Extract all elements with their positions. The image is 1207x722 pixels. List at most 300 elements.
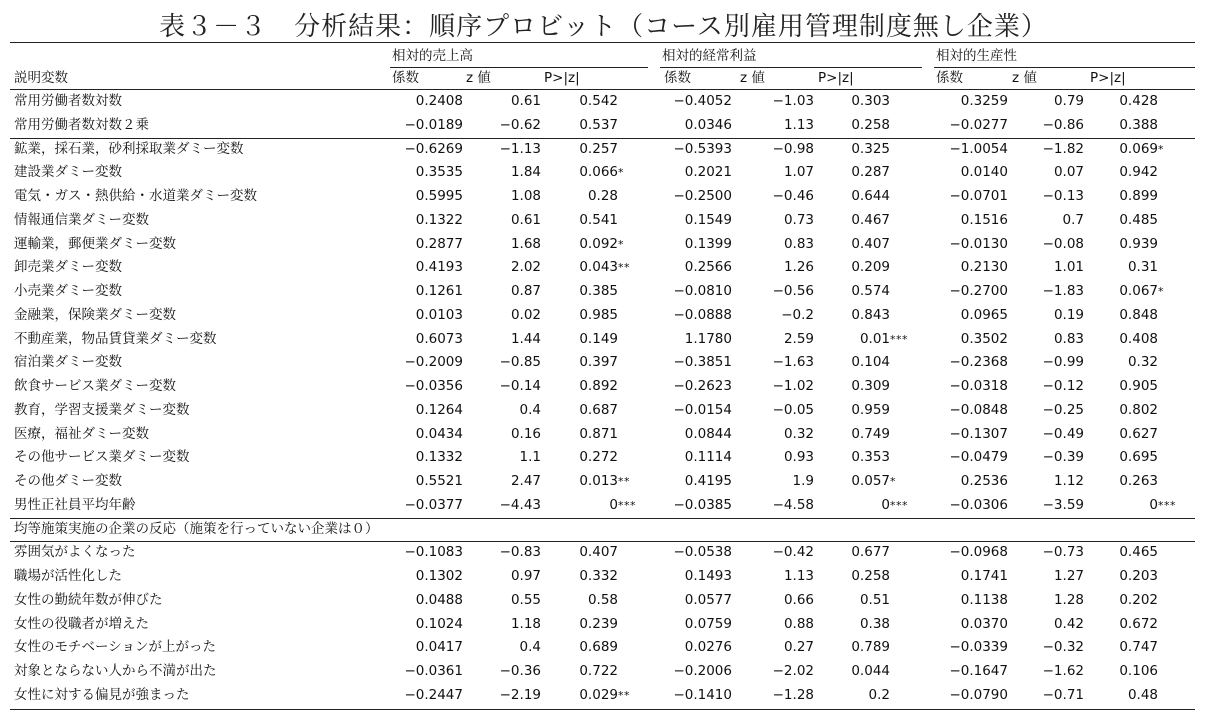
p-profit-cell: 0.789 [851, 639, 890, 656]
coef-sales-cell: −0.0377 [404, 496, 463, 513]
sig-sales-cell [618, 138, 658, 161]
sig-profit-cell [890, 138, 930, 161]
table-row [10, 660, 1195, 683]
row-label: 建設業ダミー変数 [14, 164, 122, 181]
sig-profit-cell: * [890, 475, 896, 488]
sig-productivity-cell [1158, 185, 1198, 208]
coef-productivity-cell: −0.0848 [949, 401, 1008, 418]
z-profit-cell: 0.93 [783, 449, 814, 466]
subheader-p-productivity: P>|z| [1090, 70, 1126, 86]
subheader-z-sales: z 値 [466, 70, 491, 86]
p-profit-cell: 0.325 [851, 140, 890, 157]
sig-productivity-cell [1158, 233, 1198, 256]
z-productivity-cell: 1.28 [1053, 591, 1084, 608]
coef-sales-cell: 0.5521 [415, 473, 463, 489]
p-productivity-cell: 0.942 [1119, 164, 1158, 181]
coef-productivity-cell: −0.0130 [949, 235, 1008, 252]
p-sales-cell: 0.272 [579, 449, 618, 466]
z-productivity-cell: −0.32 [1042, 639, 1084, 656]
p-productivity-cell: 0.802 [1119, 401, 1158, 418]
coef-sales-cell: −0.0361 [404, 663, 463, 679]
sig-profit-cell [890, 233, 930, 256]
coef-sales-cell: 0.2877 [415, 235, 463, 252]
sig-productivity-cell [1158, 90, 1198, 113]
sig-productivity-cell [1158, 660, 1198, 683]
z-profit-cell [742, 518, 814, 541]
coef-profit-cell: 0.1549 [684, 211, 732, 228]
z-sales-cell: 0.02 [510, 306, 541, 323]
z-sales-cell: 1.18 [510, 615, 541, 632]
p-sales-cell: 0.892 [579, 378, 618, 394]
p-productivity-cell: 0.939 [1119, 235, 1158, 252]
coef-productivity-cell: 0.3502 [960, 330, 1008, 347]
p-sales-cell: 0.542 [579, 93, 618, 109]
z-profit-cell: −0.56 [772, 283, 814, 299]
p-sales-cell: 0.385 [579, 283, 618, 299]
p-sales-cell: 0.28 [587, 188, 618, 204]
p-productivity-cell: 0.263 [1119, 473, 1158, 489]
z-sales-cell: −0.36 [499, 663, 541, 679]
row-label: 医療，福祉ダミー変数 [14, 425, 149, 442]
coef-productivity-cell: −0.1647 [949, 663, 1008, 679]
z-profit-cell: −1.02 [772, 378, 814, 394]
coef-profit-cell: 0.0346 [684, 116, 732, 133]
sig-profit-cell [890, 256, 930, 279]
z-sales-cell: 0.61 [510, 211, 541, 228]
z-profit-cell: −4.58 [772, 496, 814, 513]
p-profit-cell: 0.044 [851, 663, 890, 679]
p-productivity-cell: 0.31 [1127, 259, 1158, 276]
z-sales-cell [470, 518, 541, 541]
z-sales-cell: 2.47 [510, 473, 541, 489]
sig-profit-cell [890, 351, 930, 374]
coef-productivity-cell: 0.3259 [960, 93, 1008, 109]
sig-sales-cell: ** [618, 261, 630, 275]
coef-profit-cell: 0.0759 [684, 615, 732, 632]
sig-profit-cell [890, 565, 930, 588]
table-row [10, 399, 1195, 422]
sig-profit-cell [890, 660, 930, 683]
z-productivity-cell: −0.71 [1042, 686, 1084, 703]
table-row [10, 613, 1195, 636]
p-profit-cell: 0.258 [851, 116, 890, 133]
z-productivity-cell: −0.73 [1042, 544, 1084, 561]
p-profit-cell: 0.2 [868, 686, 890, 703]
p-profit-cell: 0.959 [851, 401, 890, 418]
table-row [10, 446, 1195, 469]
subheader-p-profit: P>|z| [818, 70, 854, 86]
sig-sales-cell [618, 613, 658, 636]
table-top-rule [10, 42, 1195, 43]
p-sales-cell: 0.871 [579, 425, 618, 442]
table-row [10, 351, 1195, 374]
z-profit-cell: −0.2 [781, 306, 814, 323]
page-title: 表３－３ 分析結果：順序プロビット（コース別雇用管理制度無し企業） [159, 12, 1048, 42]
coef-profit-cell: 0.1493 [684, 568, 732, 584]
z-sales-cell: 0.4 [519, 401, 541, 418]
table-row [10, 209, 1195, 232]
p-productivity-cell: 0.465 [1119, 544, 1158, 561]
table-row [10, 328, 1195, 351]
p-productivity-cell: 0.905 [1119, 378, 1158, 394]
z-profit-cell: −1.28 [772, 686, 814, 703]
row-label: 対象とならない人から不満が出た [14, 663, 217, 679]
p-sales-cell: 0 [609, 496, 618, 513]
p-productivity-cell: 0 [1149, 496, 1158, 513]
p-profit-cell: 0.309 [851, 378, 890, 394]
coef-productivity-cell: −0.0306 [949, 496, 1008, 513]
sig-profit-cell [890, 541, 930, 564]
row-label-header: 説明変数 [14, 70, 68, 86]
z-sales-cell: 0.55 [510, 591, 541, 608]
z-productivity-cell [1014, 518, 1084, 541]
coef-profit-cell: 0.1114 [684, 449, 732, 466]
z-productivity-cell: −0.12 [1042, 378, 1084, 394]
coef-productivity-cell: −0.0701 [949, 188, 1008, 204]
p-productivity-cell: 0.695 [1119, 449, 1158, 466]
subheader-coef-sales: 係数 [392, 70, 419, 86]
z-sales-cell: −1.13 [499, 140, 541, 157]
coef-sales-cell: −0.2009 [404, 354, 463, 371]
coef-profit-cell: −0.0888 [673, 306, 732, 323]
table-row [10, 565, 1195, 588]
subheader-p-sales: P>|z| [544, 70, 580, 86]
sig-sales-cell [618, 446, 658, 469]
p-sales-cell: 0.092 [579, 235, 618, 252]
z-sales-cell: −4.43 [499, 496, 541, 513]
row-label: 教育，学習支援業ダミー変数 [14, 401, 190, 418]
z-profit-cell: −0.05 [772, 401, 814, 418]
z-profit-cell: 0.73 [783, 211, 814, 228]
sig-sales-cell [618, 660, 658, 683]
table-row [10, 494, 1195, 517]
coef-productivity-cell: −0.0318 [949, 378, 1008, 394]
z-profit-cell: −1.03 [772, 93, 814, 109]
coef-profit-cell: −0.5393 [673, 140, 732, 157]
sig-sales-cell [618, 518, 658, 541]
coef-sales-cell: 0.1302 [415, 568, 463, 584]
p-sales-cell: 0.689 [579, 639, 618, 656]
coef-sales-cell: 0.1264 [415, 401, 463, 418]
p-productivity-cell: 0.48 [1127, 686, 1158, 703]
coef-profit-cell: 0.2566 [684, 259, 732, 276]
group-underline-sales [390, 67, 648, 68]
z-sales-cell: −0.85 [499, 354, 541, 371]
sig-profit-cell [890, 636, 930, 659]
z-productivity-cell: 0.7 [1062, 211, 1084, 228]
group-underline-productivity [934, 67, 1195, 68]
p-productivity-cell: 0.067 [1119, 283, 1158, 299]
p-productivity-cell: 0.408 [1119, 330, 1158, 347]
z-productivity-cell: 0.79 [1053, 93, 1084, 109]
z-profit-cell: 1.07 [783, 164, 814, 181]
coef-sales-cell: 0.1024 [415, 615, 463, 632]
coef-sales-cell: 0.3535 [415, 164, 463, 181]
coef-productivity-cell: −0.0339 [949, 639, 1008, 656]
coef-productivity-cell: 0.2130 [960, 259, 1008, 276]
p-profit-cell: 0.677 [851, 544, 890, 561]
coef-productivity-cell: 0.1516 [960, 211, 1008, 228]
sig-productivity-cell [1158, 256, 1198, 279]
sig-productivity-cell [1158, 684, 1198, 707]
sig-profit-cell [890, 446, 930, 469]
coef-sales-cell: −0.2447 [404, 686, 463, 703]
subheader-coef-productivity: 係数 [936, 70, 963, 86]
row-label: 金融業，保険業ダミー変数 [14, 306, 176, 323]
row-label: 均等施策実施の企業の反応（施策を行っていない企業は０） [14, 520, 379, 537]
z-productivity-cell: 0.07 [1053, 164, 1084, 181]
coef-sales-cell: 0.2408 [415, 93, 463, 109]
group-underline-profit [660, 67, 922, 68]
z-sales-cell: 1.84 [510, 164, 541, 181]
coef-sales-cell: 0.0488 [415, 591, 463, 608]
row-label: その他サービス業ダミー変数 [14, 449, 190, 466]
coef-sales-cell: 0.1261 [415, 283, 463, 299]
sig-sales-cell [618, 304, 658, 327]
coef-profit-cell: 0.2021 [684, 164, 732, 181]
sig-productivity-cell: *** [1158, 498, 1176, 512]
coef-productivity-cell: −0.0968 [949, 544, 1008, 561]
p-profit-cell: 0.01 [859, 330, 890, 347]
table-row [10, 589, 1195, 612]
sig-sales-cell [618, 209, 658, 232]
p-sales-cell: 0.029 [579, 686, 618, 703]
sig-productivity-cell [1158, 375, 1198, 398]
sig-profit-cell [890, 114, 930, 137]
z-profit-cell: 1.9 [792, 473, 814, 489]
coef-sales-cell: 0.1322 [415, 211, 463, 228]
coef-productivity-cell: 0.0140 [960, 164, 1008, 181]
p-profit-cell: 0.258 [851, 568, 890, 584]
z-sales-cell: −0.83 [499, 544, 541, 561]
coef-productivity-cell: −0.0277 [949, 116, 1008, 133]
table-row [10, 684, 1195, 707]
p-productivity-cell: 0.203 [1119, 568, 1158, 584]
row-label: 電気・ガス・熱供給・水道業ダミー変数 [14, 188, 257, 204]
sig-productivity-cell [1158, 161, 1198, 184]
sig-sales-cell [618, 351, 658, 374]
sig-productivity-cell [1158, 636, 1198, 659]
p-productivity-cell [1092, 518, 1158, 541]
sig-productivity-cell [1158, 328, 1198, 351]
coef-profit-cell: 0.0844 [684, 425, 732, 442]
coef-sales-cell: −0.1083 [404, 544, 463, 561]
z-profit-cell: 0.83 [783, 235, 814, 252]
z-sales-cell: 0.4 [519, 639, 541, 656]
sig-productivity-cell [1158, 565, 1198, 588]
coef-productivity-cell: −0.2368 [949, 354, 1008, 371]
z-sales-cell: 0.87 [510, 283, 541, 299]
z-sales-cell: 0.16 [510, 425, 541, 442]
z-profit-cell: 1.13 [783, 568, 814, 584]
z-sales-cell: −0.14 [499, 378, 541, 394]
sig-productivity-cell [1158, 304, 1198, 327]
p-profit-cell: 0.749 [851, 425, 890, 442]
row-label: 常用労働者数対数２乗 [14, 116, 149, 133]
z-sales-cell: 1.08 [510, 188, 541, 204]
sig-profit-cell [890, 375, 930, 398]
coef-sales-cell: −0.0356 [404, 378, 463, 394]
p-sales-cell: 0.013 [579, 473, 618, 489]
sig-productivity-cell: * [1158, 285, 1164, 298]
coef-productivity-cell: 0.2536 [960, 473, 1008, 489]
table-bottom-rule [10, 709, 1195, 710]
table-row [10, 161, 1195, 184]
p-profit-cell: 0.209 [851, 259, 890, 276]
z-productivity-cell: −3.59 [1042, 496, 1084, 513]
group-header-productivity: 相対的生産性 [936, 48, 1017, 64]
coef-profit-cell: −0.1410 [673, 686, 732, 703]
z-productivity-cell: −0.39 [1042, 449, 1084, 466]
row-label: 女性の勤続年数が伸びた [14, 591, 163, 608]
sig-profit-cell [890, 684, 930, 707]
z-profit-cell: −1.63 [772, 354, 814, 371]
sig-sales-cell [618, 185, 658, 208]
z-profit-cell: 1.26 [783, 259, 814, 276]
p-sales-cell: 0.985 [579, 306, 618, 323]
table-row [10, 256, 1195, 279]
p-sales-cell: 0.722 [579, 663, 618, 679]
sig-profit-cell: *** [890, 332, 908, 346]
table-row [10, 233, 1195, 256]
coef-profit-cell: 0.0577 [684, 591, 732, 608]
z-profit-cell: 1.13 [783, 116, 814, 133]
coef-productivity-cell: −0.1307 [949, 425, 1008, 442]
z-productivity-cell: −0.13 [1042, 188, 1084, 204]
sig-productivity-cell [1158, 446, 1198, 469]
coef-productivity-cell: 0.1741 [960, 568, 1008, 584]
sig-productivity-cell [1158, 470, 1198, 493]
z-productivity-cell: 0.19 [1053, 306, 1084, 323]
coef-sales-cell: 0.1332 [415, 449, 463, 466]
p-sales-cell: 0.687 [579, 401, 618, 418]
table-row [10, 636, 1195, 659]
sig-profit-cell [890, 423, 930, 446]
coef-sales-cell: 0.0103 [415, 306, 463, 323]
sig-productivity-cell [1158, 589, 1198, 612]
sig-sales-cell: *** [618, 498, 636, 512]
p-profit-cell: 0.467 [851, 211, 890, 228]
sig-profit-cell [890, 185, 930, 208]
sig-sales-cell [618, 565, 658, 588]
coef-profit-cell: −0.0810 [673, 283, 732, 299]
z-sales-cell: −0.62 [499, 116, 541, 133]
p-profit-cell: 0 [881, 496, 890, 513]
p-productivity-cell: 0.899 [1119, 188, 1158, 204]
coef-productivity-cell: −0.0790 [949, 686, 1008, 703]
subheader-coef-profit: 係数 [664, 70, 691, 86]
coef-profit-cell: 0.1399 [684, 235, 732, 252]
p-sales-cell: 0.541 [579, 211, 618, 228]
coef-profit-cell: 0.4195 [684, 473, 732, 489]
coef-sales-cell: 0.0434 [415, 425, 463, 442]
row-label: その他ダミー変数 [14, 473, 122, 489]
sig-sales-cell: ** [618, 688, 630, 702]
subheader-z-profit: z 値 [740, 70, 765, 86]
p-productivity-cell: 0.428 [1119, 93, 1158, 109]
sig-profit-cell [890, 209, 930, 232]
table-row [10, 114, 1195, 137]
row-label: 女性の役職者が増えた [14, 615, 149, 632]
p-profit-cell: 0.353 [851, 449, 890, 466]
table-row [10, 185, 1195, 208]
subheader-z-productivity: z 値 [1012, 70, 1037, 86]
sig-productivity-cell [1158, 209, 1198, 232]
p-productivity-cell: 0.388 [1119, 116, 1158, 133]
z-sales-cell: 1.1 [519, 449, 541, 466]
z-profit-cell: −0.42 [772, 544, 814, 561]
p-productivity-cell: 0.32 [1127, 354, 1158, 371]
sig-sales-cell: ** [618, 475, 630, 488]
p-productivity-cell: 0.069 [1119, 140, 1158, 157]
z-productivity-cell: −0.25 [1042, 401, 1084, 418]
p-profit-cell: 0.38 [859, 615, 890, 632]
z-productivity-cell: 1.01 [1053, 259, 1084, 276]
row-label: 男性正社員平均年齢 [14, 496, 136, 513]
coef-sales-cell: 0.4193 [415, 259, 463, 276]
coef-sales-cell: 0.5995 [415, 188, 463, 204]
p-sales-cell: 0.239 [579, 615, 618, 632]
sig-productivity-cell [1158, 114, 1198, 137]
row-label: 卸売業ダミー変数 [14, 259, 122, 276]
z-profit-cell: −2.02 [772, 663, 814, 679]
p-productivity-cell: 0.747 [1119, 639, 1158, 656]
group-header-sales: 相対的売上高 [392, 48, 473, 64]
p-sales-cell: 0.257 [579, 140, 618, 157]
z-sales-cell: 1.44 [510, 330, 541, 347]
sig-productivity-cell [1158, 351, 1198, 374]
z-productivity-cell: −0.99 [1042, 354, 1084, 371]
coef-profit-cell: −0.2500 [673, 188, 732, 204]
coef-productivity-cell [934, 518, 1008, 541]
sig-sales-cell [618, 399, 658, 422]
sig-sales-cell [618, 375, 658, 398]
z-productivity-cell: 1.27 [1053, 568, 1084, 584]
table-row [10, 541, 1195, 564]
row-label: 職場が活性化した [14, 568, 122, 584]
z-productivity-cell: 0.83 [1053, 330, 1084, 347]
coef-sales-cell [390, 518, 463, 541]
coef-productivity-cell: −0.0479 [949, 449, 1008, 466]
sig-profit-cell [890, 280, 930, 303]
coef-profit-cell: −0.0385 [673, 496, 732, 513]
z-profit-cell: 0.27 [783, 639, 814, 656]
coef-productivity-cell: −0.2700 [949, 283, 1008, 299]
p-productivity-cell: 0.672 [1119, 615, 1158, 632]
row-label: 鉱業，採石業，砂利採取業ダミー変数 [14, 140, 244, 157]
sig-productivity-cell [1158, 423, 1198, 446]
sig-sales-cell [618, 541, 658, 564]
z-profit-cell: 0.66 [783, 591, 814, 608]
sig-profit-cell [890, 304, 930, 327]
z-profit-cell: −0.46 [772, 188, 814, 204]
coef-sales-cell: −0.6269 [404, 140, 463, 157]
p-productivity-cell: 0.202 [1119, 591, 1158, 608]
sig-productivity-cell [1158, 518, 1198, 541]
coef-profit-cell: −0.4052 [673, 93, 732, 109]
sig-profit-cell [890, 613, 930, 636]
sig-profit-cell [890, 589, 930, 612]
coef-profit-cell: −0.0154 [673, 401, 732, 418]
coef-sales-cell: 0.6073 [415, 330, 463, 347]
row-label: 飲食サービス業ダミー変数 [14, 378, 176, 394]
z-profit-cell: 2.59 [783, 330, 814, 347]
z-profit-cell: 0.32 [783, 425, 814, 442]
z-productivity-cell: −1.83 [1042, 283, 1084, 299]
z-productivity-cell: 0.42 [1053, 615, 1084, 632]
p-productivity-cell: 0.627 [1119, 425, 1158, 442]
p-profit-cell [822, 518, 890, 541]
